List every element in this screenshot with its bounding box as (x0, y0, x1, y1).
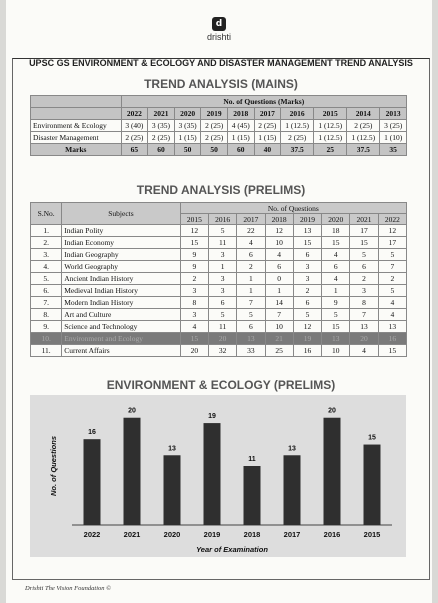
prelims-sno: 11. (31, 345, 62, 357)
page-title: UPSC GS ENVIRONMENT & ECOLOGY AND DISASTER MANAGEMENT TREND ANALYSIS (29, 58, 413, 68)
prelims-cell: 11 (208, 321, 236, 333)
prelims-year-header: 2022 (378, 214, 406, 225)
prelims-cell: 13 (322, 333, 350, 345)
prelims-subject: Environment and Ecology (62, 333, 180, 345)
mains-cell: 2 (25) (201, 132, 228, 144)
prelims-cell: 12 (378, 225, 406, 237)
prelims-subject: Modern Indian History (62, 297, 180, 309)
mains-total-cell: 60 (148, 144, 175, 156)
mains-total-cell: 25 (314, 144, 347, 156)
prelims-cell: 1 (237, 273, 265, 285)
prelims-cell: 12 (293, 321, 321, 333)
bar-value-label: 16 (88, 429, 96, 437)
prelims-cell: 6 (208, 297, 236, 309)
prelims-cell: 15 (378, 345, 406, 357)
mains-year-header: 2019 (201, 108, 228, 120)
prelims-row (31, 321, 407, 333)
mains-year-header: 2016 (281, 108, 314, 120)
prelims-cell: 2 (237, 261, 265, 273)
bar-value-label: 13 (168, 445, 176, 453)
prelims-cell: 5 (208, 309, 236, 321)
prelims-cell: 3 (350, 285, 378, 297)
prelims-row (31, 309, 407, 321)
x-tick-label: 2016 (323, 530, 341, 539)
mains-year-header: 2018 (227, 108, 254, 120)
prelims-cell: 13 (293, 225, 321, 237)
prelims-cell: 4 (322, 273, 350, 285)
prelims-header-row (31, 203, 407, 214)
bar-chart (30, 395, 406, 557)
prelims-cell: 3 (180, 309, 208, 321)
prelims-cell: 10 (265, 321, 293, 333)
prelims-cell: 2 (293, 285, 321, 297)
prelims-cell: 17 (378, 237, 406, 249)
prelims-subject: Indian Polity (62, 225, 180, 237)
prelims-cell: 4 (237, 237, 265, 249)
y-axis-label: No. of Questions (49, 436, 58, 496)
prelims-sno: 4. (31, 261, 62, 273)
mains-total-cell: 40 (254, 144, 281, 156)
prelims-cell: 10 (265, 237, 293, 249)
prelims-year-header: 2020 (322, 214, 350, 225)
mains-cell: 1 (12.5) (314, 132, 347, 144)
prelims-subject: Current Affairs (62, 345, 180, 357)
mains-group-header: No. of Questions (Marks) (121, 96, 406, 108)
prelims-cell: 8 (350, 297, 378, 309)
mains-total-cell: 35 (380, 144, 407, 156)
mains-years-row (31, 108, 407, 120)
mains-cell: 3 (25) (380, 120, 407, 132)
prelims-subject: Indian Geography (62, 249, 180, 261)
prelims-year-header: 2015 (180, 214, 208, 225)
mains-total-cell: 60 (227, 144, 254, 156)
bar (204, 423, 221, 525)
bar (364, 445, 381, 525)
prelims-cell: 11 (208, 237, 236, 249)
prelims-year-header: 2019 (293, 214, 321, 225)
prelims-subject: World Geography (62, 261, 180, 273)
prelims-cell: 18 (322, 225, 350, 237)
prelims-cell: 20 (180, 345, 208, 357)
mains-row (31, 120, 407, 132)
prelims-sno: 7. (31, 297, 62, 309)
mains-cell: 2 (25) (347, 120, 380, 132)
prelims-subject: Science and Technology (62, 321, 180, 333)
prelims-subject: Art and Culture (62, 309, 180, 321)
x-tick-label: 2020 (163, 530, 181, 539)
prelims-cell: 7 (378, 261, 406, 273)
mains-cell: 3 (35) (148, 120, 175, 132)
mains-cell: 1 (12.5) (347, 132, 380, 144)
mains-year-header: 2015 (314, 108, 347, 120)
mains-row-label: Environment & Ecology (31, 120, 122, 132)
mains-cell: 2 (25) (201, 120, 228, 132)
prelims-cell: 3 (208, 249, 236, 261)
prelims-sno: 5. (31, 273, 62, 285)
prelims-sno-header: S.No. (31, 203, 62, 225)
prelims-row (31, 333, 407, 345)
prelims-cell: 1 (208, 261, 236, 273)
prelims-cell: 20 (208, 333, 236, 345)
prelims-cell: 4 (180, 321, 208, 333)
mains-row (31, 132, 407, 144)
prelims-row (31, 237, 407, 249)
bar-value-label: 11 (248, 456, 256, 463)
prelims-cell: 0 (265, 273, 293, 285)
mains-year-header: 2014 (347, 108, 380, 120)
prelims-cell: 7 (265, 309, 293, 321)
prelims-subject-header: Subjects (62, 203, 180, 225)
prelims-cell: 10 (322, 345, 350, 357)
mains-year-header: 2022 (121, 108, 148, 120)
mains-cell: 4 (45) (227, 120, 254, 132)
mains-cell: 2 (25) (254, 120, 281, 132)
prelims-sno: 6. (31, 285, 62, 297)
prelims-cell: 12 (180, 225, 208, 237)
mains-table (30, 95, 407, 156)
mains-cell: 3 (40) (121, 120, 148, 132)
prelims-year-header: 2021 (350, 214, 378, 225)
prelims-cell: 13 (378, 321, 406, 333)
prelims-row (31, 285, 407, 297)
prelims-cell: 32 (208, 345, 236, 357)
prelims-cell: 6 (322, 261, 350, 273)
prelims-sno: 3. (31, 249, 62, 261)
prelims-cell: 5 (378, 249, 406, 261)
mains-header-row (31, 96, 407, 108)
prelims-cell: 16 (293, 345, 321, 357)
prelims-cell: 3 (293, 273, 321, 285)
prelims-group-header: No. of Questions (180, 203, 406, 214)
mains-total-row (31, 144, 407, 156)
prelims-cell: 6 (265, 261, 293, 273)
chart-svg (30, 395, 406, 557)
mains-title: TREND ANALYSIS (MAINS) (144, 77, 298, 91)
prelims-cell: 33 (237, 345, 265, 357)
mains-cell: 1 (15) (227, 132, 254, 144)
x-tick-label: 2022 (83, 530, 101, 539)
prelims-cell: 9 (322, 297, 350, 309)
mains-cell: 1 (15) (254, 132, 281, 144)
mains-cell: 2 (25) (281, 132, 314, 144)
prelims-subject: Medieval Indian History (62, 285, 180, 297)
prelims-row (31, 273, 407, 285)
brand-header (0, 13, 438, 42)
x-tick-label: 2021 (123, 530, 141, 539)
prelims-cell: 9 (180, 249, 208, 261)
mains-cell: 1 (12.5) (314, 120, 347, 132)
mains-total-label: Marks (31, 144, 122, 156)
mains-year-header: 2021 (148, 108, 175, 120)
x-tick-label: 2018 (243, 530, 261, 539)
prelims-title: TREND ANALYSIS (PRELIMS) (136, 183, 306, 197)
mains-corner-cell (31, 96, 122, 108)
prelims-cell: 1 (322, 285, 350, 297)
prelims-cell: 19 (293, 333, 321, 345)
prelims-cell: 2 (180, 273, 208, 285)
bar (324, 418, 341, 525)
prelims-cell: 21 (265, 333, 293, 345)
bar-value-label: 20 (328, 407, 336, 415)
prelims-cell: 22 (237, 225, 265, 237)
prelims-cell: 15 (322, 237, 350, 249)
prelims-cell: 5 (322, 309, 350, 321)
prelims-cell: 15 (180, 333, 208, 345)
prelims-subject: Ancient Indian History (62, 273, 180, 285)
bar-value-label: 19 (208, 413, 216, 421)
bar-value-label: 20 (128, 407, 136, 415)
prelims-cell: 6 (293, 249, 321, 261)
prelims-sno: 1. (31, 225, 62, 237)
prelims-cell: 5 (378, 285, 406, 297)
prelims-cell: 4 (378, 309, 406, 321)
prelims-row (31, 261, 407, 273)
prelims-cell: 3 (208, 285, 236, 297)
footer-text: Drishti The Vision Foundation © (25, 585, 112, 592)
prelims-cell: 6 (293, 297, 321, 309)
prelims-cell: 4 (265, 249, 293, 261)
chart-title: ENVIRONMENT & ECOLOGY (PRELIMS) (106, 378, 336, 392)
prelims-cell: 15 (322, 321, 350, 333)
prelims-cell: 12 (265, 225, 293, 237)
prelims-cell: 15 (350, 237, 378, 249)
prelims-cell: 1 (237, 285, 265, 297)
prelims-cell: 25 (265, 345, 293, 357)
mains-year-header: 2017 (254, 108, 281, 120)
x-tick-label: 2019 (203, 530, 221, 539)
prelims-cell: 3 (293, 261, 321, 273)
x-axis-label: Year of Examination (196, 545, 268, 554)
mains-year-header: 2020 (174, 108, 201, 120)
prelims-cell: 7 (350, 309, 378, 321)
bar (164, 455, 181, 525)
mains-total-cell: 37.5 (281, 144, 314, 156)
mains-total-cell: 65 (121, 144, 148, 156)
prelims-sno: 8. (31, 309, 62, 321)
mains-total-cell: 50 (174, 144, 201, 156)
prelims-cell: 5 (350, 249, 378, 261)
prelims-cell: 20 (350, 333, 378, 345)
prelims-cell: 13 (350, 321, 378, 333)
drishti-logo-icon: d (212, 17, 226, 31)
prelims-cell: 4 (322, 249, 350, 261)
mains-year-header: 2013 (380, 108, 407, 120)
prelims-row (31, 345, 407, 357)
prelims-row (31, 249, 407, 261)
prelims-cell: 1 (265, 285, 293, 297)
prelims-cell: 9 (180, 261, 208, 273)
mains-cell: 2 (25) (148, 132, 175, 144)
prelims-sno: 9. (31, 321, 62, 333)
prelims-year-header: 2018 (265, 214, 293, 225)
prelims-cell: 15 (293, 237, 321, 249)
prelims-cell: 5 (208, 225, 236, 237)
prelims-year-header: 2016 (208, 214, 236, 225)
prelims-row (31, 225, 407, 237)
mains-total-cell: 37.5 (347, 144, 380, 156)
x-tick-label: 2015 (363, 530, 381, 539)
bar (84, 439, 101, 525)
prelims-sno: 10. (31, 333, 62, 345)
x-tick-label: 2017 (283, 530, 301, 539)
prelims-cell: 3 (180, 285, 208, 297)
bar-value-label: 15 (368, 434, 376, 442)
mains-corner-cell (31, 108, 122, 120)
mains-cell: 1 (15) (174, 132, 201, 144)
prelims-cell: 5 (237, 309, 265, 321)
mains-row-label: Disaster Management (31, 132, 122, 144)
mains-cell: 3 (35) (174, 120, 201, 132)
prelims-row (31, 297, 407, 309)
bar (284, 455, 301, 525)
prelims-table (30, 202, 407, 357)
prelims-cell: 14 (265, 297, 293, 309)
prelims-cell: 7 (237, 297, 265, 309)
mains-cell: 2 (25) (121, 132, 148, 144)
prelims-cell: 6 (237, 249, 265, 261)
prelims-cell: 4 (378, 297, 406, 309)
brand-name: drishti (206, 32, 231, 42)
bar (124, 418, 141, 525)
prelims-cell: 17 (350, 225, 378, 237)
bar (244, 466, 261, 525)
prelims-cell: 5 (293, 309, 321, 321)
prelims-cell: 3 (208, 273, 236, 285)
prelims-cell: 2 (378, 273, 406, 285)
prelims-cell: 6 (350, 261, 378, 273)
prelims-cell: 16 (378, 333, 406, 345)
prelims-cell: 4 (350, 345, 378, 357)
prelims-sno: 2. (31, 237, 62, 249)
prelims-cell: 2 (350, 273, 378, 285)
prelims-year-header: 2017 (237, 214, 265, 225)
prelims-cell: 15 (180, 237, 208, 249)
prelims-subject: Indian Economy (62, 237, 180, 249)
mains-cell: 1 (12.5) (281, 120, 314, 132)
prelims-cell: 6 (237, 321, 265, 333)
mains-cell: 1 (10) (380, 132, 407, 144)
mains-total-cell: 50 (201, 144, 228, 156)
prelims-cell: 8 (180, 297, 208, 309)
bar-value-label: 13 (288, 445, 296, 453)
prelims-cell: 13 (237, 333, 265, 345)
